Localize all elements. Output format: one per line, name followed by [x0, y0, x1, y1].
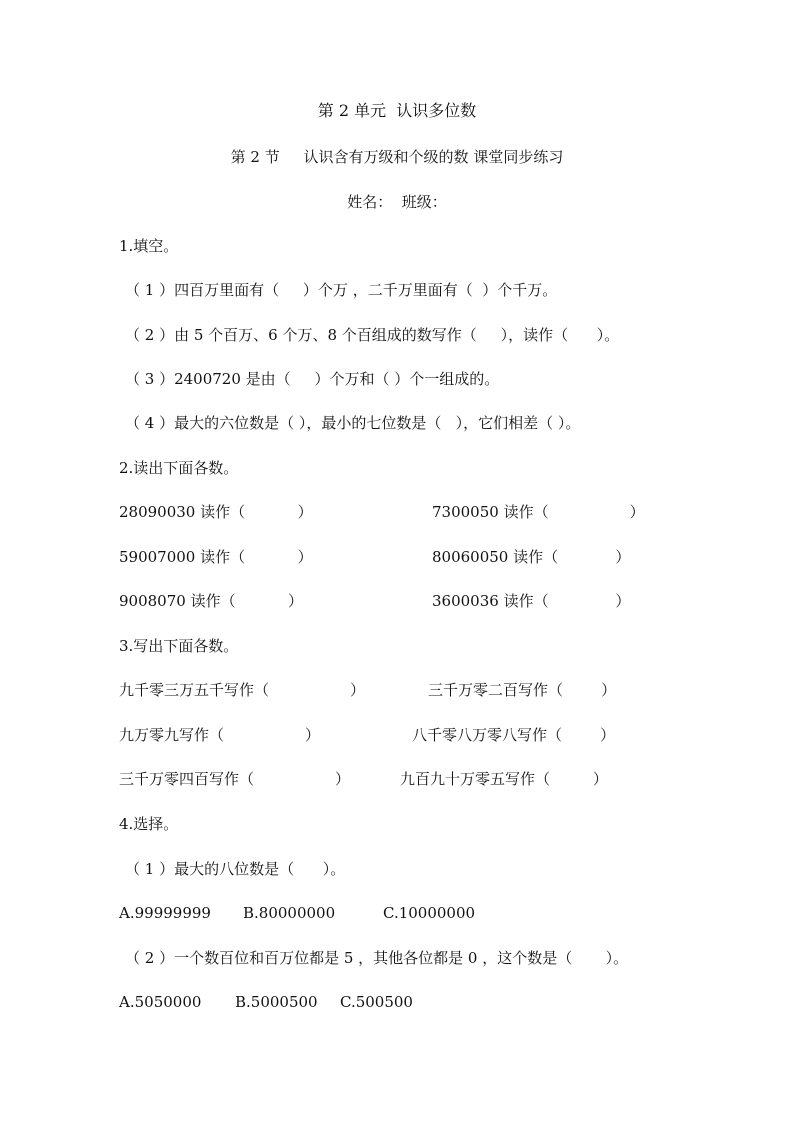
- write-item: 九万零九写作（ ）: [119, 726, 321, 744]
- question-item: （ 4 ）最大的六位数是（ ），最小的七位数是（ ），它们相差（ ）。: [125, 414, 581, 432]
- write-item: 九千零三万五千写作（ ）: [119, 681, 366, 699]
- option-c: C.10000000: [383, 904, 476, 922]
- read-item: 3600036 读作（ ）: [432, 592, 631, 610]
- read-item: 7300050 读作（ ）: [432, 503, 645, 521]
- question-item: （ 2 ）由 5 个百万、6 个万、8 个百组成的数写作（ ），读作（ ）。: [125, 326, 620, 344]
- unit-title: 第 2 单元 认识多位数: [317, 101, 477, 120]
- read-item: 28090030 读作（ ）: [119, 503, 313, 521]
- read-item: 9008070 读作（ ）: [119, 592, 304, 610]
- question-item: （ 2 ）一个数百位和百万位都是 5 ，其他各位都是 0 ，这个数是（ ）。: [125, 949, 629, 967]
- option-c: C.500500: [340, 993, 413, 1011]
- read-item: 59007000 读作（ ）: [119, 548, 313, 566]
- write-item: 八千零八万零八写作（ ）: [412, 726, 616, 744]
- section-heading: 1.填空。: [119, 237, 179, 255]
- write-item: 九百九十万零五写作（ ）: [400, 770, 608, 788]
- section-heading: 2.读出下面各数。: [119, 459, 239, 477]
- section-subtitle: 第 2 节 认识含有万级和个级的数 课堂同步练习: [230, 148, 564, 166]
- name-class-line: 姓名： 班级：: [347, 193, 447, 211]
- section-heading: 3.写出下面各数。: [119, 637, 239, 655]
- question-item: （ 3 ）2400720 是由（ ）个万和（ ）个一组成的。: [125, 370, 500, 388]
- option-a: A.99999999: [119, 904, 211, 922]
- write-item: 三千万零四百写作（ ）: [119, 770, 351, 788]
- option-b: B.5000500: [235, 993, 318, 1011]
- question-item: （ 1 ）最大的八位数是（ ）。: [125, 860, 346, 878]
- read-item: 80060050 读作（ ）: [432, 548, 631, 566]
- question-item: （ 1 ）四百万里面有（ ）个万 ，二千万里面有（ ）个千万。: [125, 281, 558, 299]
- option-a: A.5050000: [119, 993, 202, 1011]
- write-item: 三千万零二百写作（ ）: [428, 681, 617, 699]
- option-b: B.80000000: [243, 904, 336, 922]
- section-heading: 4.选择。: [119, 815, 179, 833]
